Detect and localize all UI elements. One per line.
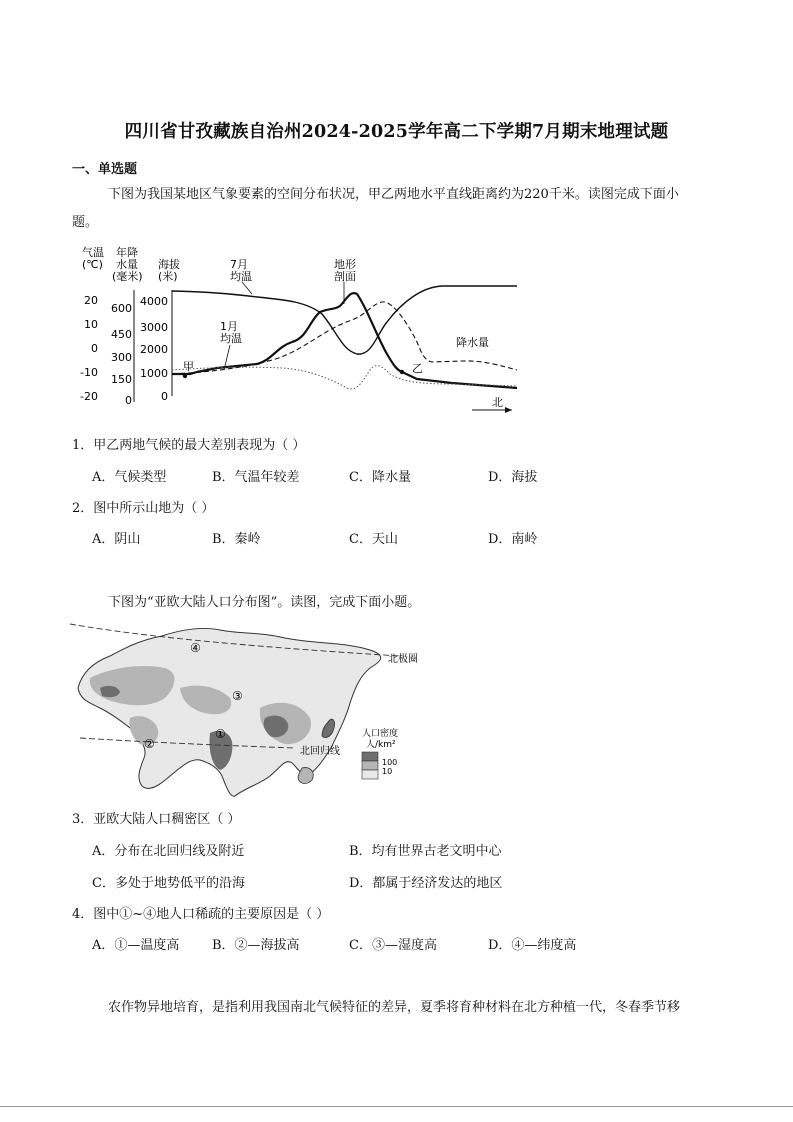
question-1-option-c[interactable]: C．降水量 [349, 470, 411, 485]
question-2-stem: 2．图中所示山地为（ ） [72, 501, 215, 516]
legend-title-1: 人口密度 [362, 729, 399, 739]
legend-title-2: 人/km² [366, 740, 396, 750]
question-1-option-d[interactable]: D．海拔 [488, 470, 538, 485]
altitude-tick: 1000 [140, 367, 168, 380]
precip-tick: 150 [111, 373, 132, 386]
precip-tick: 0 [125, 394, 132, 407]
jan-label-2: 均温 [220, 332, 242, 345]
july-label-leader [242, 282, 252, 294]
question-3-option-a[interactable]: A．分布在北回归线及附近 [92, 844, 245, 859]
point-jia-label: 甲 [183, 360, 194, 373]
tropic-of-cancer-label: 北回归线 [300, 746, 340, 757]
page-bottom-divider [0, 1106, 793, 1107]
question-1-stem: 1．甲乙两地气候的最大差别表现为（ ） [72, 438, 306, 453]
legend-sparse-swatch [362, 770, 378, 779]
altitude-tick: 3000 [140, 321, 168, 334]
precip-axis-title-2: 水量 [116, 258, 138, 271]
point-yi-marker [400, 370, 404, 374]
temp-tick: 20 [84, 294, 98, 307]
temp-tick: -20 [80, 390, 98, 403]
precip-tick: 450 [111, 328, 132, 341]
north-label: 北 [492, 396, 503, 409]
intro1-line2: 题。 [72, 215, 99, 230]
legend-dense-swatch [362, 752, 378, 761]
jan-label-1: 1月 [220, 320, 238, 333]
intro1-line1: 下图为我国某地区气象要素的空间分布状况，甲乙两地水平直线距离约为220千米。读图完成下面小 [108, 187, 679, 202]
marker-1: ① [215, 727, 226, 741]
point-jia-marker [183, 374, 187, 378]
question-2-option-b[interactable]: B．秦岭 [212, 532, 261, 547]
july-label-2: 均温 [230, 270, 252, 283]
july-label-1: 7月 [230, 258, 248, 271]
precip-axis-unit: (毫米) [112, 270, 143, 283]
north-arrow-head [505, 407, 512, 413]
question-3-option-b[interactable]: B．均有世界古老文明中心 [349, 844, 502, 859]
question-3-option-d[interactable]: D．都属于经济发达的地区 [349, 876, 503, 891]
legend-value-high: 100 [382, 758, 398, 767]
question-4-option-a[interactable]: A．①—温度高 [92, 938, 180, 953]
climate-profile-figure [72, 242, 532, 418]
point-yi-label: 乙 [412, 362, 423, 375]
section-heading: 一、单选题 [72, 162, 138, 177]
precip-curve-label: 降水量 [456, 336, 489, 349]
eurasia-population-map [70, 618, 440, 800]
marker-3: ③ [232, 689, 243, 703]
question-2-option-c[interactable]: C．天山 [349, 532, 398, 547]
question-4-option-c[interactable]: C．③—湿度高 [349, 938, 437, 953]
altitude-tick: 0 [161, 390, 168, 403]
temp-axis-unit: (℃) [82, 258, 103, 271]
question-3-stem: 3．亚欧大陆人口稠密区（ ） [72, 812, 241, 827]
altitude-tick: 4000 [140, 295, 168, 308]
altitude-tick: 2000 [140, 343, 168, 356]
question-4-stem: 4．图中①~④地人口稀疏的主要原因是（ ） [72, 907, 330, 922]
precip-tick: 600 [111, 302, 132, 315]
temp-tick: -10 [80, 366, 98, 379]
temp-tick: 10 [84, 318, 98, 331]
intro-paragraph-2: 下图为“亚欧大陆人口分布图”。读图，完成下面小题。 [108, 595, 421, 610]
altitude-axis-unit: (米) [158, 270, 178, 283]
marker-4: ④ [190, 641, 201, 655]
question-4-option-b[interactable]: B．②—海拔高 [212, 938, 300, 953]
page-title: 四川省甘孜藏族自治州2024-2025学年高二下学期7月期末地理试题 [124, 122, 669, 142]
legend-medium-swatch [362, 761, 378, 770]
precip-axis-title-1: 年降 [116, 246, 138, 259]
marker-2: ② [144, 737, 155, 751]
question-1-option-b[interactable]: B．气温年较差 [212, 470, 300, 485]
temp-tick: 0 [91, 342, 98, 355]
temp-axis-title: 气温 [82, 246, 104, 259]
altitude-axis-title: 海拔 [158, 258, 180, 271]
precip-tick: 300 [111, 351, 132, 364]
question-3-option-c[interactable]: C．多处于地势低平的沿海 [92, 876, 245, 891]
eurasia-landmass [78, 628, 381, 796]
intro-paragraph-3: 农作物异地培育，是指利用我国南北气候特征的差异，夏季将育种材料在北方种植一代，冬春季节移 [108, 1000, 681, 1015]
terrain-label-2: 剖面 [334, 270, 356, 283]
intro-paragraph-1 [108, 181, 720, 209]
terrain-label-1: 地形 [334, 258, 356, 271]
legend-value-low: 10 [382, 767, 393, 776]
arctic-circle-label: 北极圈 [388, 654, 418, 665]
question-1-option-a[interactable]: A．气候类型 [92, 470, 167, 485]
question-4-option-d[interactable]: D．④—纬度高 [488, 938, 577, 953]
question-2-option-a[interactable]: A．阴山 [92, 532, 141, 547]
question-2-option-d[interactable]: D．南岭 [488, 532, 538, 547]
